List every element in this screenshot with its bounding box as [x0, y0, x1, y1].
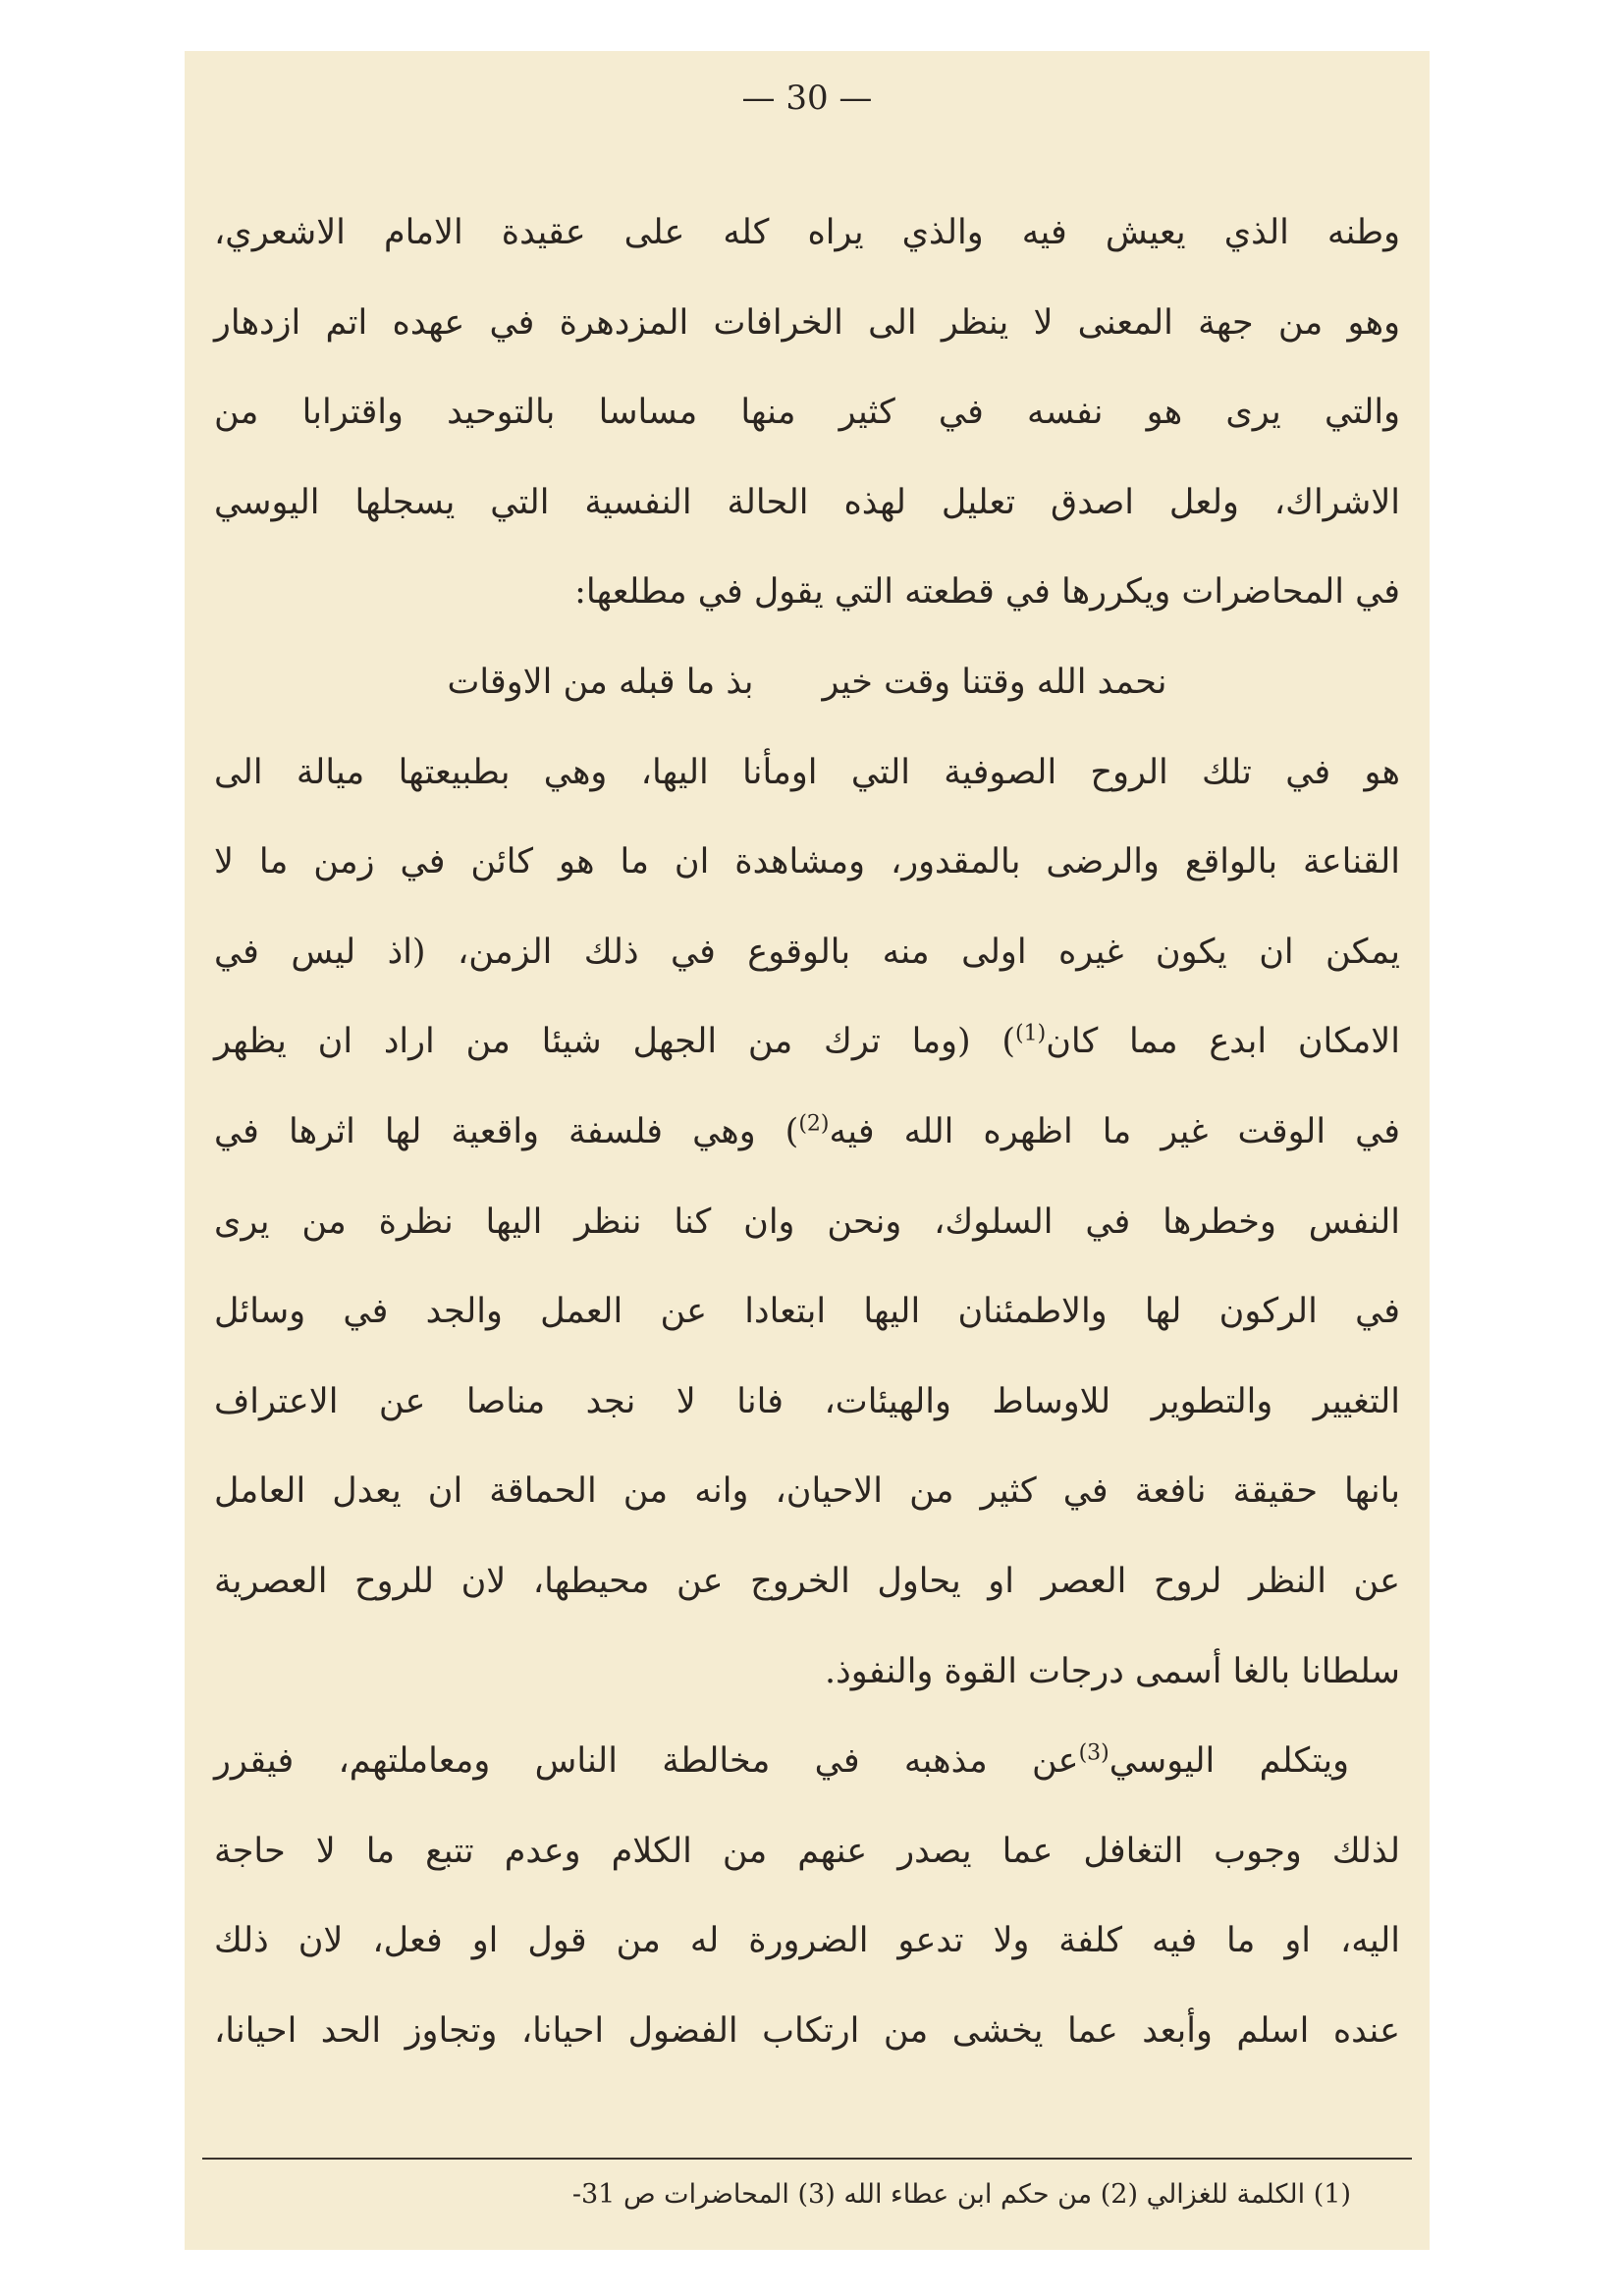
- text-line: النفس وخطرها في السلوك، ونحن وان كنا ننظر اليها نظرة من يرى: [214, 1201, 1400, 1242]
- page-number: — 30 —: [741, 79, 873, 118]
- text-segment: ) وهي فلسفة واقعية لها اثرها في: [214, 1111, 799, 1151]
- document-page: [185, 51, 1430, 2250]
- footnote-ref-3: (3): [1078, 1740, 1109, 1766]
- text-line: اليه، او ما فيه كلفة ولا تدعو الضرورة له من قول او فعل، لان ذلك: [214, 1921, 1400, 1961]
- text-line: والتي يرى هو نفسه في كثير منها مساسا بالتوحيد واقترابا من: [214, 393, 1400, 433]
- text-line: عنده اسلم وأبعد عما يخشى من ارتكاب الفضول احيانا، وتجاوز الحد احيانا،: [214, 2010, 1400, 2051]
- text-line: في المحاضرات ويكررها في قطعته التي يقول في مطلعها:: [574, 572, 1400, 613]
- text-segment: الامكان ابدع مما كان: [1046, 1022, 1400, 1062]
- footnotes: (1) الكلمة للغزالي (2) من حكم ابن عطاء الله (3) المحاضرات ص 31-: [571, 2179, 1351, 2210]
- text-line: التغيير والتطوير للاوساط والهيئات، فانا لا نجد مناصا عن الاعتراف: [214, 1381, 1401, 1421]
- poem-verse: [214, 638, 1400, 728]
- text-line: يمكن ان يكون غيره اولى منه بالوقوع في ذلك الزمن، (اذ ليس في: [214, 932, 1400, 972]
- text-line: [214, 1088, 1400, 1178]
- text-line: هو في تلك الروح الصوفية التي اومأنا اليها، وهي بطبيعتها ميالة الى: [214, 752, 1400, 792]
- body-text: [214, 188, 1400, 2076]
- verse-hemistich-2: بذ ما قبله من الاوقات: [447, 662, 754, 702]
- text-segment: ويتكلم اليوسي: [1109, 1741, 1349, 1782]
- footnote-ref-1: (1): [1015, 1021, 1047, 1046]
- text-line: وهو من جهة المعنى لا ينظر الى الخرافات المزدهرة في عهده اتم ازدهار: [214, 302, 1400, 343]
- text-line: لذلك وجوب التغافل عما يصدر عنهم من الكلام وعدم تتبع ما لا حاجة: [214, 1831, 1400, 1871]
- footnote-ref-2: (2): [798, 1111, 830, 1137]
- text-line: وطنه الذي يعيش فيه والذي يراه كله على عقيدة الامام الاشعري،: [214, 213, 1400, 252]
- text-line: [214, 997, 1400, 1088]
- text-line: عن النظر لروح العصر او يحاول الخروج عن محيطها، لان للروح العصرية: [214, 1561, 1400, 1601]
- verse-hemistich-1: نحمد الله وقتنا وقت خير: [822, 662, 1167, 702]
- text-line: القناعة بالواقع والرضى بالمقدور، ومشاهدة ان ما هو كائن في زمن ما لا: [214, 842, 1400, 882]
- footnote-divider: [202, 2158, 1412, 2160]
- text-line: بانها حقيقة نافعة في كثير من الاحيان، وانه من الحماقة ان يعدل العامل: [214, 1471, 1400, 1512]
- text-line: سلطانا بالغا أسمى درجات القوة والنفوذ.: [825, 1651, 1400, 1691]
- text-segment: عن مذهبه في مخالطة الناس ومعاملتهم، فيقرر: [214, 1741, 1079, 1782]
- text-line: [214, 1717, 1400, 1807]
- text-line: في الركون لها والاطمئنان اليها ابتعادا عن العمل والجد في وسائل: [214, 1292, 1400, 1332]
- text-segment: في الوقت غير ما اظهره الله فيه: [829, 1111, 1400, 1151]
- text-segment: ) (وما ترك من الجهل شيئا من اراد ان يظهر: [214, 1022, 1016, 1062]
- text-line: الاشراك، ولعل اصدق تعليل لهذه الحالة النفسية التي يسجلها اليوسي: [214, 482, 1400, 522]
